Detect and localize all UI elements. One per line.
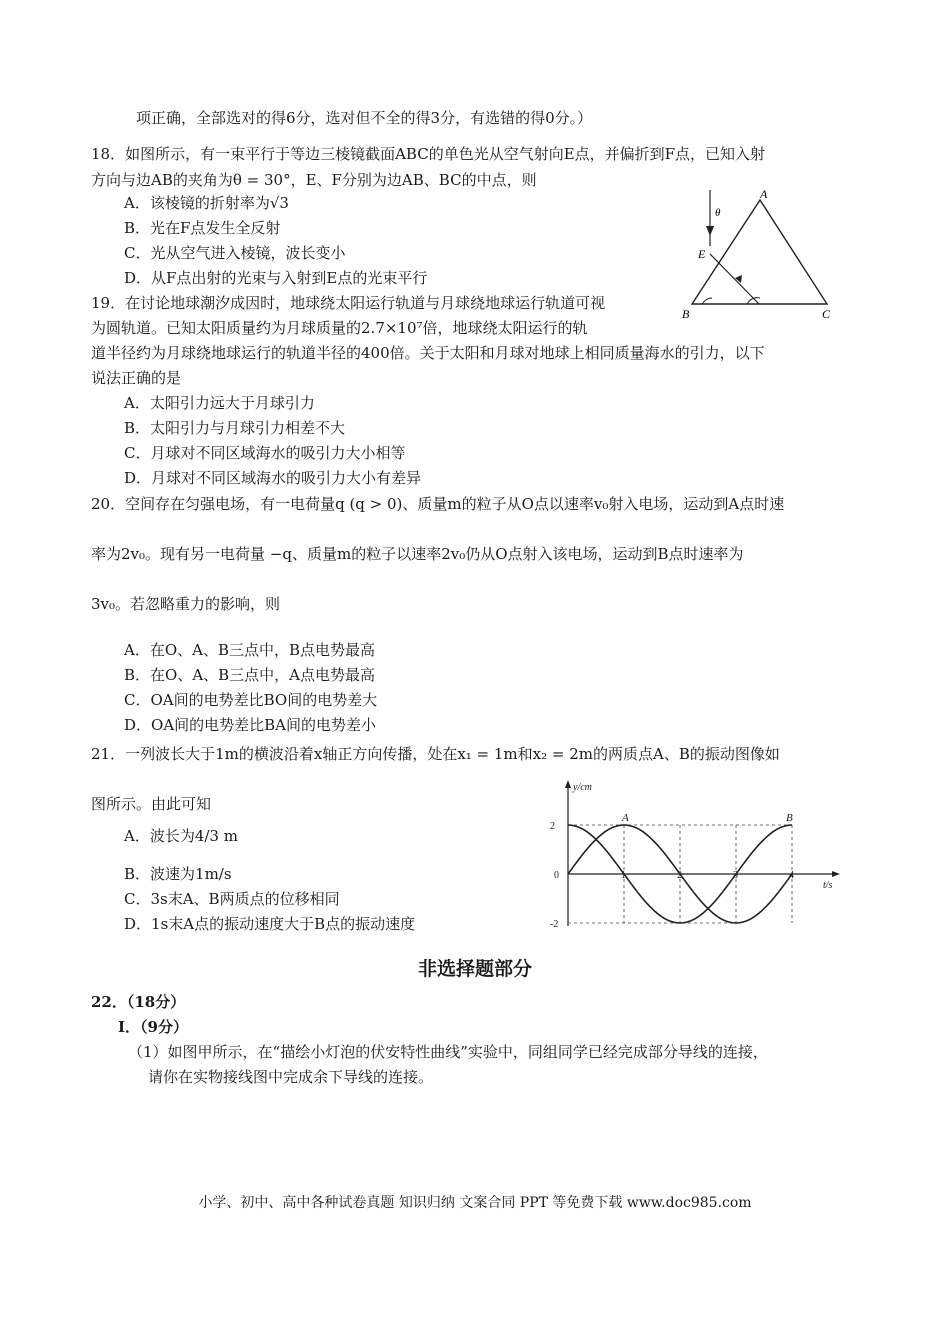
vertex-a-label: A: [760, 187, 768, 201]
q22-part-i: Ⅰ．（9分）: [118, 1018, 188, 1036]
x-tick-label: 4: [789, 870, 794, 881]
y-tick-label: -2: [550, 919, 559, 930]
q18-option-b: B．光在F点发生全反射: [124, 219, 281, 237]
y-tick-label: 2: [550, 821, 555, 832]
refracted-ray: [710, 254, 759, 304]
q20-stem-line3: 3v₀。若忽略重力的影响，则: [91, 595, 281, 613]
q20-option-b: B．在O、A、B三点中，A点电势最高: [124, 666, 376, 684]
q20-option-a: A．在O、A、B三点中，B点电势最高: [124, 641, 376, 659]
vertex-c-label: C: [822, 307, 831, 321]
point-e-label: E: [698, 247, 706, 261]
x-tick-label: 1: [621, 870, 626, 881]
q20-option-c: C．OA间的电势差比BO间的电势差大: [124, 691, 378, 709]
q22-heading: 22．（18分）: [91, 993, 186, 1011]
angle-arc-b: [702, 298, 712, 304]
q19-stem-line1: 19．在讨论地球潮汐成因时，地球绕太阳运行轨道与月球绕地球运行轨道可视: [91, 294, 606, 312]
q18-stem-line2: 方向与边AB的夹角为θ = 30°，E、F分别为边AB、BC的中点，则: [91, 171, 537, 189]
y-axis-label: y/cm: [573, 782, 592, 793]
q20-option-d: D．OA间的电势差比BA间的电势差小: [124, 716, 377, 734]
vibration-chart: [540, 776, 845, 936]
incident-arrow: [706, 226, 714, 236]
q19-option-a: A．太阳引力远大于月球引力: [124, 394, 315, 412]
q19-stem-line2: 为圆轨道。已知太阳质量约为月球质量的2.7×10⁷倍，地球绕太阳运行的轨: [91, 319, 588, 337]
series-b-label: B: [786, 812, 793, 824]
section-title: 非选择题部分: [417, 958, 532, 980]
q19-option-d: D．月球对不同区域海水的吸引力大小有差异: [124, 469, 422, 487]
prism-triangle: [692, 200, 827, 304]
series-a-label: A: [622, 812, 629, 824]
q19-stem-line4: 说法正确的是: [91, 369, 182, 387]
q19-option-b: B．太阳引力与月球引力相差不大: [124, 419, 346, 437]
x-axis-label: t/s: [823, 880, 833, 891]
q21-stem-line2: 图所示。由此可知: [91, 795, 212, 813]
q18-option-d: D．从F点出射的光束与入射到E点的光束平行: [124, 269, 428, 287]
q19-option-c: C．月球对不同区域海水的吸引力大小相等: [124, 444, 406, 462]
prism-figure: [672, 186, 857, 326]
x-tick-label: 3: [733, 870, 738, 881]
instruction-continuation: 项正确，全部选对的得6分，选对但不全的得3分，有选错的得0分。）: [136, 109, 593, 127]
x-axis-arrow: [832, 871, 840, 877]
q18-option-c: C．光从空气进入棱镜，波长变小: [124, 244, 346, 262]
vertex-b-label: B: [682, 307, 690, 321]
y-axis-arrow: [565, 780, 571, 788]
refracted-arrow: [735, 275, 742, 283]
q18-option-a: A．该棱镜的折射率为√3: [124, 194, 289, 212]
page-footer: 小学、初中、高中各种试卷真题 知识归纳 文案合同 PPT 等免费下载 www.doc985.com: [198, 1195, 752, 1211]
x-tick-label: 2: [677, 870, 682, 881]
x-tick-label: 0: [554, 870, 559, 881]
q20-stem-line1: 20．空间存在匀强电场，有一电荷量q (q > 0)、质量m的粒子从O点以速率v₀射入电场，运动到A点时速: [91, 495, 785, 513]
q22-item1-line2: 请你在实物接线图中完成余下导线的连接。: [148, 1068, 434, 1086]
q18-stem-line1: 18．如图所示，有一束平行于等边三棱镜截面ABC的单色光从空气射向E点，并偏折到F点，已知入射: [91, 145, 766, 163]
q22-item1-line1: （1）如图甲所示，在“描绘小灯泡的伏安特性曲线”实验中，同组同学已经完成部分导线的连接，: [128, 1043, 768, 1061]
q21-option-b: B．波速为1m/s: [124, 865, 232, 883]
q21-option-d: D．1s末A点的振动速度大于B点的振动速度: [124, 915, 416, 933]
q21-option-a: A．波长为4/3 m: [124, 827, 238, 845]
q20-stem-line2: 率为2v₀。现有另一电荷量 −q、质量m的粒子以速率2v₀仍从O点射入该电场，运动到B点时速率为: [91, 545, 744, 563]
q19-stem-line3: 道半径约为月球绕地球运行的轨道半径的400倍。关于太阳和月球对地球上相同质量海水的引力，以下: [91, 344, 765, 362]
q21-stem-line1: 21．一列波长大于1m的横波沿着x轴正方向传播，处在x₁ = 1m和x₂ = 2m的两质点A、B的振动图像如: [91, 745, 780, 763]
theta-label: θ: [715, 207, 721, 219]
q21-option-c: C．3s末A、B两质点的位移相同: [124, 890, 340, 908]
